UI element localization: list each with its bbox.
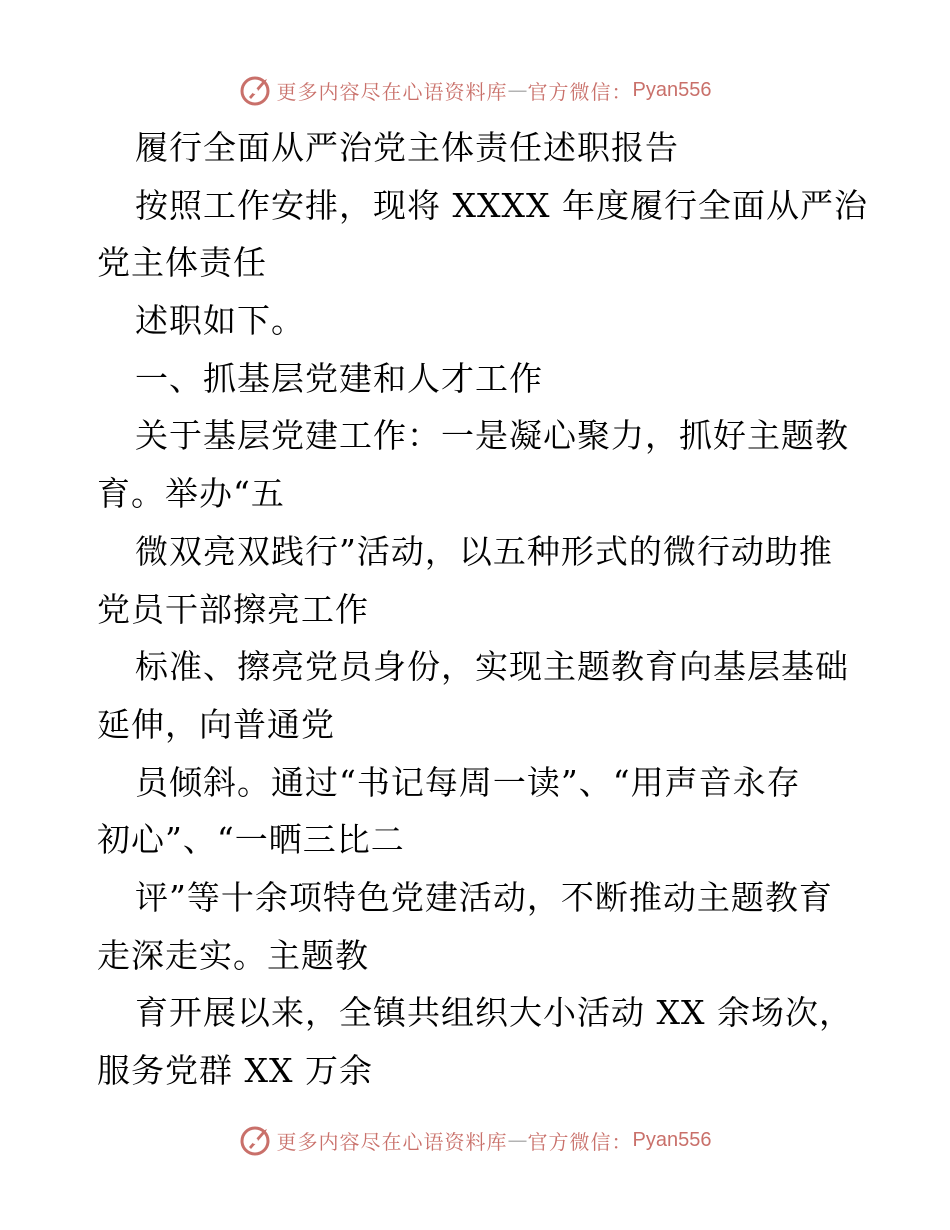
text-line: 标准、擦亮党员身份，实现主题教育向基层基础 <box>135 647 849 687</box>
footer-watermark <box>0 1120 950 1160</box>
text-line: 走深走实。主题教 <box>97 935 369 975</box>
section-heading: 一、抓基层党建和人才工作 <box>135 358 543 398</box>
text-line: 育。举办“五 <box>97 474 285 514</box>
text-line: 关于基层党建工作：一是凝心聚力，抓好主题教 <box>135 416 849 456</box>
text-line: 党主体责任 <box>97 243 267 283</box>
header-watermark <box>0 70 950 110</box>
pen-logo-icon <box>239 1123 273 1157</box>
text-line: 育开展以来，全镇共组织大小活动 XX 余场次， <box>135 993 853 1033</box>
watermark-wechat-id: Pyan556 <box>632 78 712 101</box>
pen-logo-icon <box>239 73 273 107</box>
text-line: 服务党群 XX 万余 <box>97 1051 373 1090</box>
text-line: 述职如下。 <box>135 301 305 341</box>
text-line: 评”等十余项特色党建活动，不断推动主题教育 <box>135 877 833 917</box>
text-line: 延伸，向普通党 <box>97 704 335 744</box>
document-title: 履行全面从严治党主体责任述职报告 <box>135 128 679 167</box>
document-body <box>97 119 868 1100</box>
watermark-text: 更多内容尽在心语资料库 <box>276 1129 508 1154</box>
watermark-separator: — <box>507 1128 528 1152</box>
text-line: 按照工作安排，现将 XXXX 年度履行全面从严治 <box>135 185 868 225</box>
watermark-wechat-label: 官方微信： <box>527 79 633 104</box>
watermark-wechat-id: Pyan556 <box>632 1128 712 1151</box>
watermark-text: 更多内容尽在心语资料库 <box>276 79 508 104</box>
text-line: 初心”、“一晒三比二 <box>97 820 405 860</box>
text-line: 微双亮双践行”活动，以五种形式的微行动助推 <box>135 531 833 571</box>
text-line: 员倾斜。通过“书记每周一读”、“用声音永存 <box>135 762 801 802</box>
text-line: 党员干部擦亮工作 <box>97 589 369 629</box>
watermark-wechat-label: 官方微信： <box>527 1129 633 1154</box>
watermark-separator: — <box>507 78 528 102</box>
